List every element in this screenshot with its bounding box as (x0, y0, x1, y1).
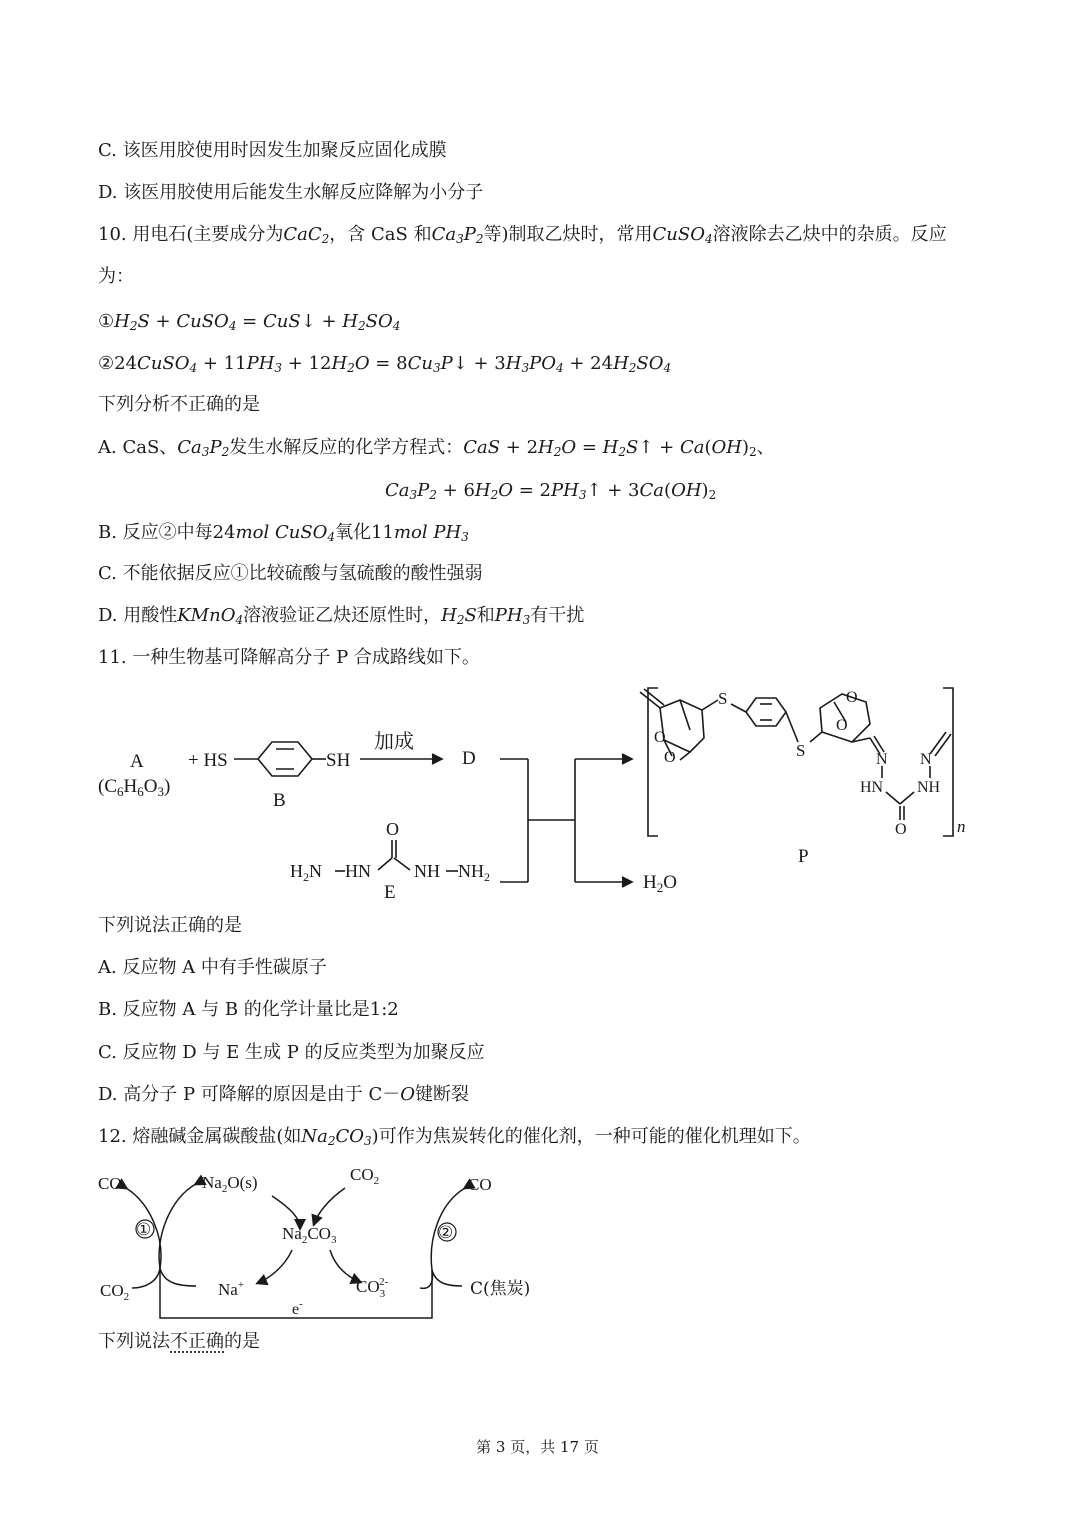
label-e-minus: e- (292, 1298, 303, 1318)
label-e-hn: HN (345, 861, 371, 881)
label-e: E (384, 882, 396, 903)
question-11-stem: 11. 一种生物基可降解高分子 P 合成路线如下。 (98, 647, 480, 668)
benzene-ring-b (258, 742, 312, 776)
question-12-prompt: 下列说法不正确的是 (98, 1331, 260, 1352)
label-a: A (130, 751, 144, 772)
option-10d: D. 用酸性KMnO$_4$溶液验证乙炔还原性时，$H_2S$和$PH_3$有干扰 (98, 605, 585, 627)
label-c-coke: C(焦炭) (470, 1279, 531, 1299)
label-sh: SH (326, 750, 351, 771)
step1-curve-right (159, 1184, 196, 1286)
label-n-repeat: n (957, 817, 966, 836)
label-o-left-bridge: O (654, 729, 666, 746)
label-d: D (462, 748, 476, 769)
option-10b: B. 反应②中每24mol CuSO$_4$氧化11mol $PH_3$ (98, 522, 469, 544)
label-s-right: S (796, 741, 806, 760)
arrow-label: 加成 (374, 729, 414, 753)
question-10-stem-cont: 为： (98, 266, 134, 287)
label-co-right: CO (468, 1175, 492, 1194)
page-footer: 第 3 页，共 17 页 (476, 1438, 599, 1456)
label-e-nh2: $NH_2$ (458, 861, 490, 884)
option-11d: D. 高分子 P 可降解的原因是由于 C－O键断裂 (98, 1084, 470, 1105)
label-co2-left: $CO_2$ (100, 1281, 130, 1303)
label-e-carbonyl-o: O (386, 819, 399, 839)
label-o-right-bridge: O (836, 717, 848, 734)
question-11-prompt: 下列说法正确的是 (98, 915, 242, 936)
label-b: B (273, 790, 286, 811)
label-na2o: $Na_2O(s)$ (202, 1173, 258, 1195)
label-a-formula: $(C_6H_6O_3)$ (98, 776, 171, 799)
option-11b: B. 反应物 A 与 B 的化学计量比是1:2 (98, 999, 399, 1020)
option-10a: A. CaS、$Ca_3P_2$发生水解反应的化学方程式：CaS + $2H_2O$ = $H_2S↑ + Ca(OH)_2$、 (98, 437, 775, 459)
label-s-left: S (718, 689, 728, 708)
step-2-marker: ② (438, 1223, 454, 1242)
label-e-left: $H_2N$ (290, 861, 322, 884)
label-co-left: CO (98, 1174, 122, 1193)
option-11c: C. 反应物 D 与 E 生成 P 的反应类型为加聚反应 (98, 1042, 485, 1063)
equation-1: $①H_2S$ + CuSO$_4$ = CuS↓ + $H_2SO_4$ (98, 311, 401, 333)
label-urea-o: O (895, 821, 907, 838)
catalytic-mechanism-diagram (0, 1158, 1075, 1328)
label-plus-hs: + HS (188, 750, 228, 771)
label-nh: NH (917, 779, 941, 796)
synthesis-scheme (0, 680, 1075, 910)
label-co3: $CO_32-$ (356, 1276, 389, 1300)
label-p: P (798, 846, 809, 867)
label-h2o: $H_2O$ (643, 872, 677, 895)
option-10c: C. 不能依据反应①比较硫酸与氢硫酸的酸性强弱 (98, 563, 483, 584)
label-co2-top: $CO_2$ (350, 1165, 380, 1187)
step-1-marker: ① (136, 1220, 152, 1239)
label-e-nh: NH (414, 861, 440, 881)
option-9d: D. 该医用胶使用后能发生水解反应降解为小分子 (98, 182, 484, 203)
label-n-1: N (876, 751, 888, 768)
question-12-stem: 12. 熔融碱金属碳酸盐(如$Na_2CO_3$)可作为焦炭转化的催化剂，一种可能的催化机理如下。 (98, 1126, 811, 1148)
option-9c: C. 该医用胶使用时因发生加聚反应固化成膜 (98, 140, 447, 161)
question-10-stem: 10. 用电石(主要成分为CaC$_2$，含 CaS 和$Ca_3P_2$等)制取乙炔时，常用CuSO$_4$溶液除去乙炔中的杂质。反应 (98, 224, 947, 246)
question-10-prompt: 下列分析不正确的是 (98, 394, 260, 415)
label-na2co3: $Na_2CO_3$ (282, 1224, 337, 1246)
option-11a: A. 反应物 A 中有手性碳原子 (98, 957, 327, 978)
step2-curve-right (432, 1270, 462, 1286)
polymer-bracket-right (943, 688, 953, 836)
label-o-left-ring: O (664, 749, 676, 766)
polymer-bracket-left (648, 688, 658, 836)
label-hn: HN (860, 779, 884, 796)
label-na-plus: Na+ (218, 1279, 245, 1299)
equation-2: ②24CuSO$_4$ + $11PH_3 + 12H_2O$ = $8Cu_3P↓ + 3H_3PO_4 + 24H_2SO_4$ (98, 353, 672, 375)
option-10a-equation-2: $Ca_3P_2 + 6H_2O$ = $2PH_3↑ + 3Ca(OH)_2$ (385, 480, 717, 502)
label-n-2: N (920, 751, 932, 768)
label-o-right-top: O (846, 689, 858, 706)
